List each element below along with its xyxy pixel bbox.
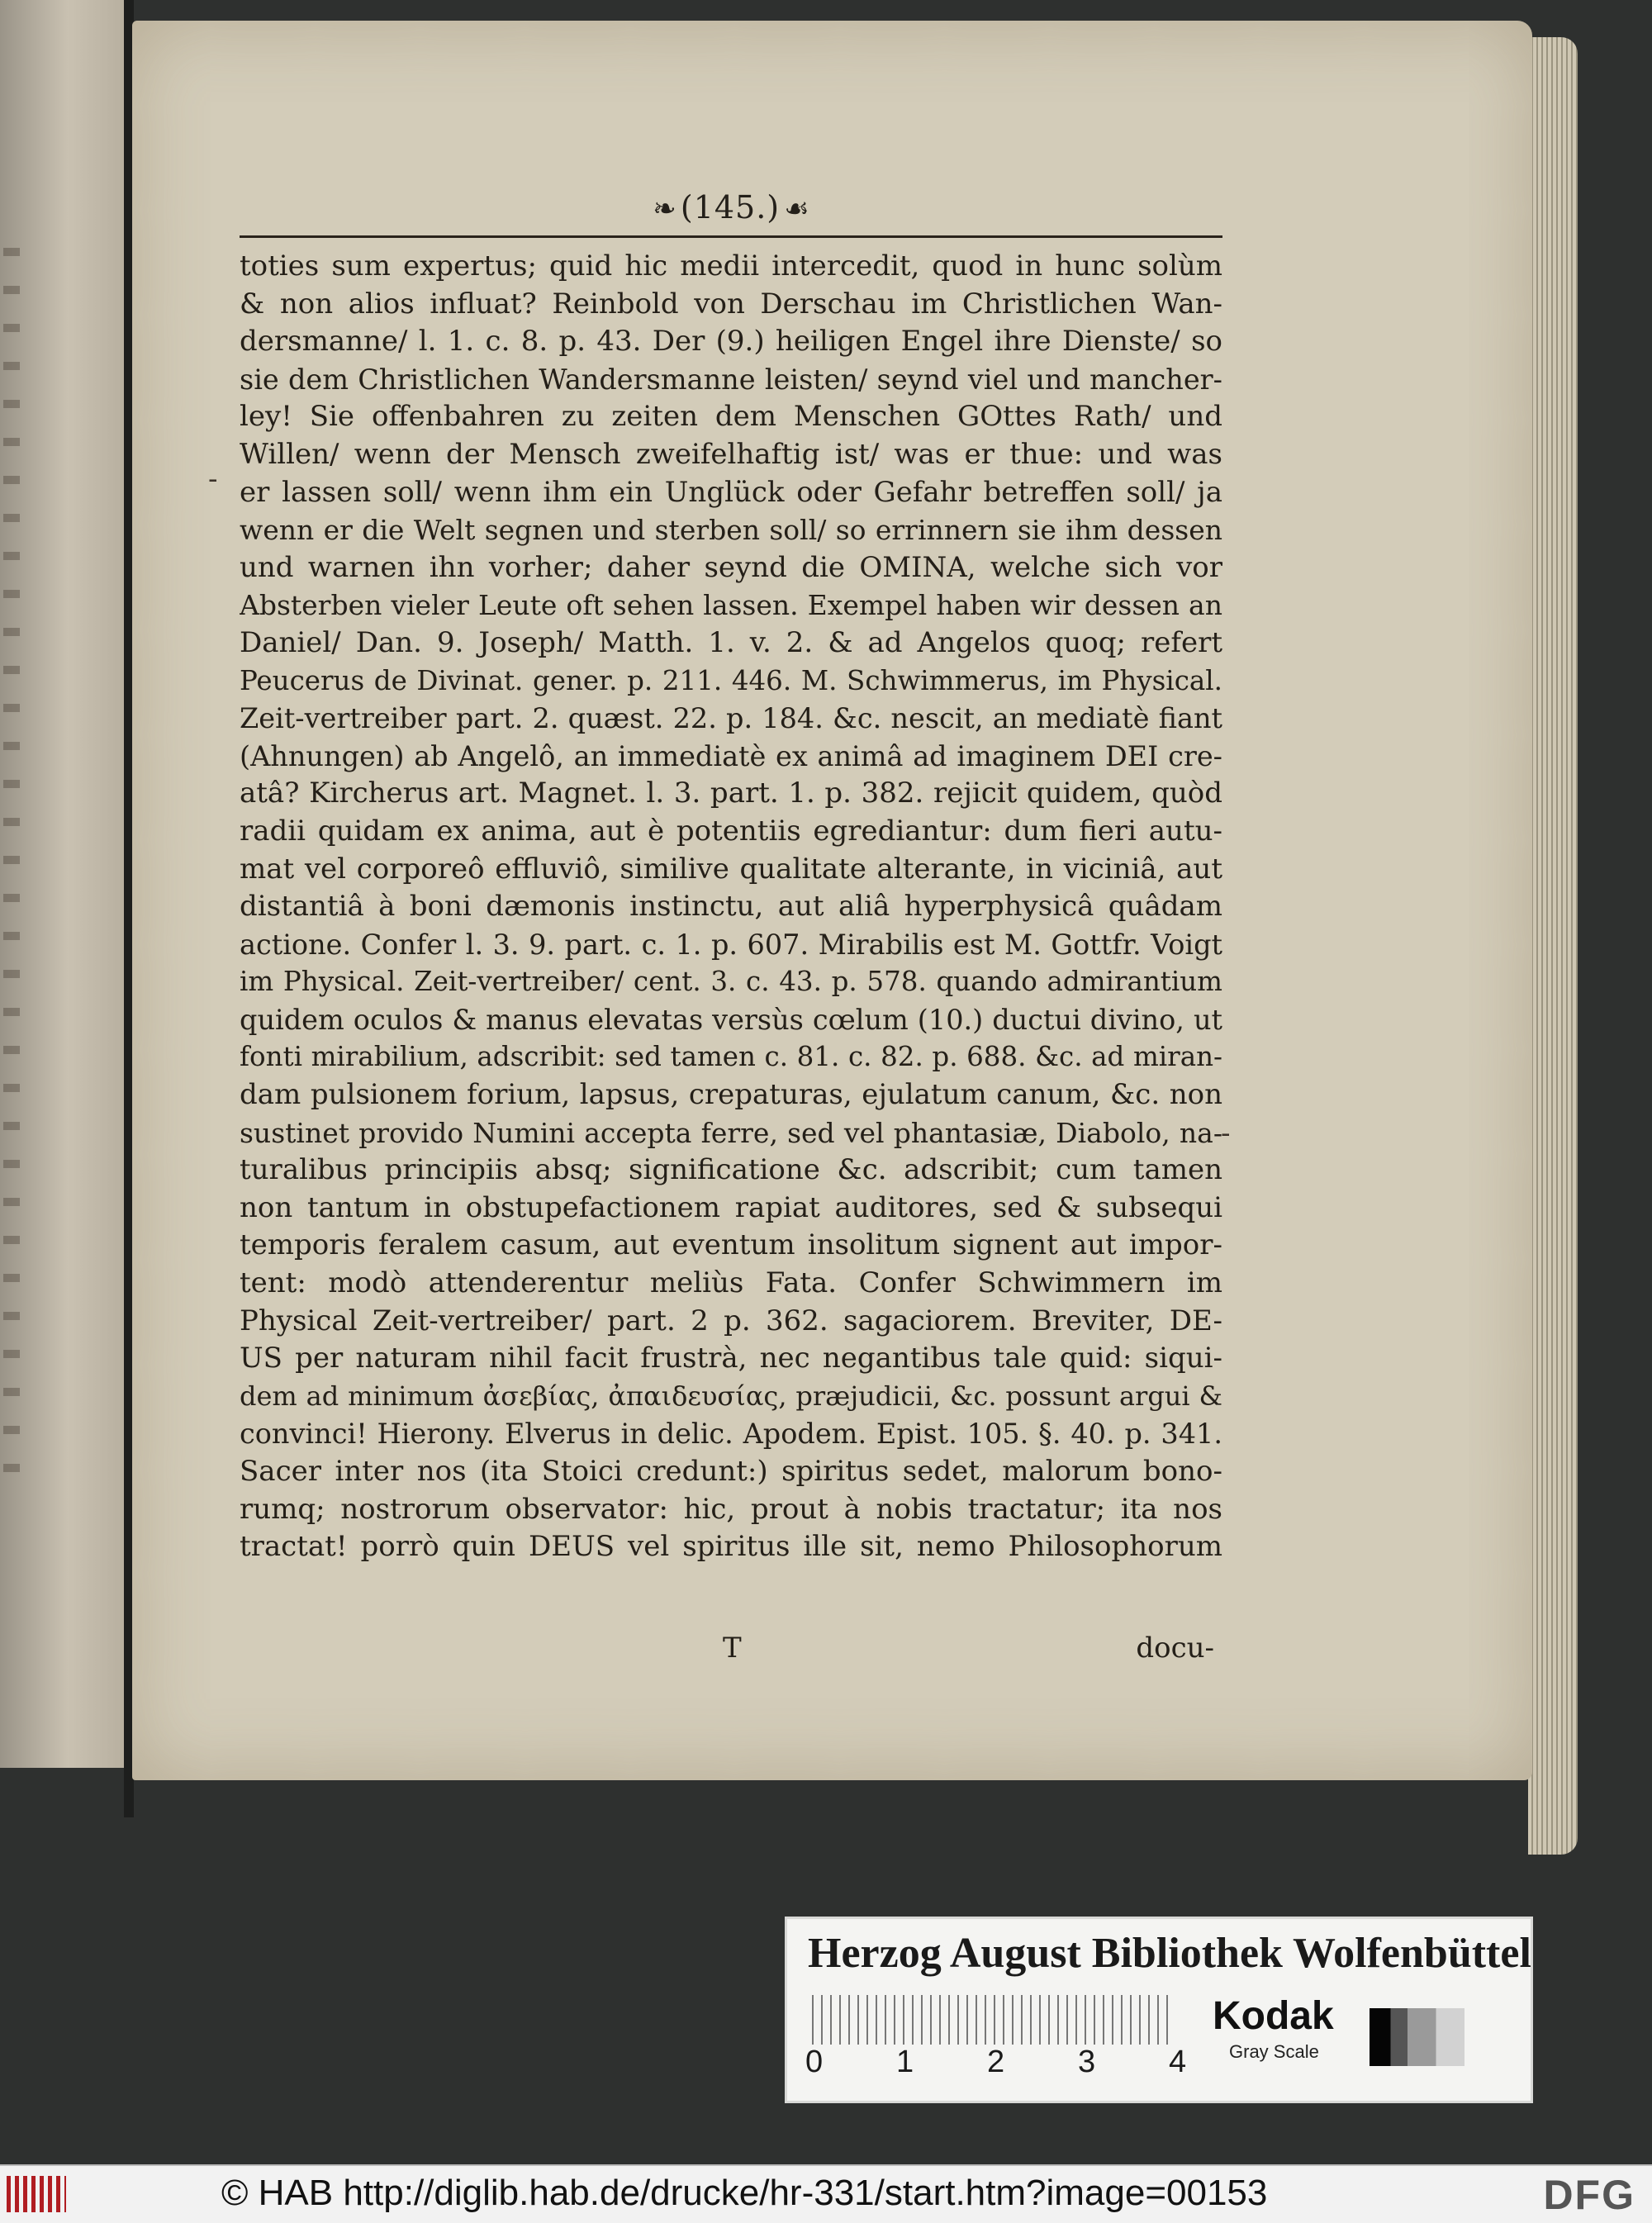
text-line: toties sum expertus; quid hic medii intercedit, quod in hunc solùm <box>240 249 1222 283</box>
text-line: dersmanne/ l. 1. c. 8. p. 43. Der (9.) heiligen Engel ihre Dienste/ so <box>240 325 1222 359</box>
ruler-number: 4 <box>1169 2045 1187 2079</box>
page-number: (145.) <box>680 189 781 226</box>
text-line: Absterben vieler Leute oft sehen lassen. Exempel haben wir dessen an <box>240 589 1222 622</box>
text-line: atâ? Kircherus art. Magnet. l. 3. part. 1. p. 382. rejicit quidem, quòd <box>240 777 1222 810</box>
text-line: wenn er die Welt segnen und sterben soll/ so errinnern sie ihm dessen <box>240 514 1222 547</box>
text-line: er lassen soll/ wenn ihm ein Unglück oder Gefahr betreffen soll/ ja <box>240 475 1222 509</box>
text-line: rumq; nostrorum observator: hic, prout à nobis tractatur; ita nos <box>240 1492 1222 1526</box>
margin-mark-right: - <box>1221 1117 1231 1150</box>
bleed-through-text <box>3 248 20 1487</box>
kodak-logo: Kodak <box>1213 1994 1334 2038</box>
ruler-number: 0 <box>805 2045 824 2079</box>
text-line: Willen/ wenn der Mensch zweifelhaftig ist/ was er thue: und was <box>240 437 1222 471</box>
gray-scale-label: Gray Scale <box>1229 2041 1319 2062</box>
text-line: quidem oculos & manus elevatas versùs cœlum (10.) ductui divino, ut <box>240 1003 1222 1036</box>
text-line: Physical Zeit-vertreiber/ part. 2 p. 362. sagaciorem. Breviter, DE- <box>240 1304 1222 1337</box>
previous-page-edge <box>0 0 126 1768</box>
text-line: dem ad minimum ἀσεβίας, ἀπαιδευσίας, præjudicii, &c. possunt argui & <box>240 1380 1222 1412</box>
ruler-numbers <box>805 2045 1235 2086</box>
ruler-number: 3 <box>1078 2045 1096 2079</box>
text-line: turalibus principiis absq; significatione &c. adscribit; cum tamen <box>240 1153 1222 1187</box>
text-line: mat vel corporeô effluviô, similive qualitate alterante, in viciniâ, aut <box>240 852 1222 886</box>
page-header <box>240 186 1222 238</box>
page-stack-edges <box>1528 37 1578 1855</box>
text-line: convinci! Hierony. Elverus in delic. Apodem. Epist. 105. §. 40. p. 341. <box>240 1418 1222 1451</box>
dfg-logo: DFG <box>1543 2172 1635 2218</box>
ornament-left-icon: ❧ <box>653 192 676 226</box>
text-line: ley! Sie offenbahren zu zeiten dem Menschen GOttes Rath/ und <box>240 400 1222 434</box>
text-line: Daniel/ Dan. 9. Joseph/ Matth. 1. v. 2. & ad Angelos quoq; refert <box>240 625 1222 659</box>
text-line: Peucerus de Divinat. gener. p. 211. 446. M. Schwimmerus, im Physical. <box>240 664 1222 696</box>
footer-bar <box>0 2164 1652 2223</box>
ruler-scale <box>812 1995 1175 2045</box>
text-line: (Ahnungen) ab Angelô, an immediatè ex animâ ad imaginem DEI cre- <box>240 739 1222 772</box>
text-line: temporis feralem casum, aut eventum insolitum signent aut impor- <box>240 1228 1222 1262</box>
text-line: sie dem Christlichen Wandersmanne leisten/ seynd viel und mancher- <box>240 363 1222 396</box>
text-line: im Physical. Zeit-vertreiber/ cent. 3. c. 43. p. 578. quando admirantium <box>240 966 1222 998</box>
text-line: tent: modò attenderentur meliùs Fata. Confer Schwimmern im <box>240 1266 1222 1300</box>
margin-mark-left: - <box>208 463 218 496</box>
color-target-card <box>785 1917 1533 2103</box>
text-line: Zeit-vertreiber part. 2. quæst. 22. p. 184. &c. nescit, an mediatè fiant <box>240 702 1222 735</box>
text-line: dam pulsionem forium, lapsus, crepaturas, ejulatum canum, &c. non <box>240 1078 1222 1112</box>
catchword: docu- <box>1136 1632 1214 1665</box>
signature-mark: T <box>723 1632 742 1665</box>
ornament-right-icon: ☙ <box>784 192 809 226</box>
library-name: Herzog August Bibliothek Wolfenbüttel <box>808 1930 1531 1977</box>
text-line: & non alios influat? Reinbold von Derschau im Christlichen Wan- <box>240 287 1222 321</box>
page-foot <box>240 1632 1222 1670</box>
ruler-number: 2 <box>987 2045 1005 2079</box>
footer-url[interactable]: © HAB http://diglib.hab.de/drucke/hr-331/start.htm?image=00153 <box>221 2173 1268 2213</box>
ruler-number: 1 <box>896 2045 914 2079</box>
text-line: sustinet provido Numini accepta ferre, sed vel phantasiæ, Diabolo, na- <box>240 1116 1222 1149</box>
text-line: und warnen ihn vorher; daher seynd die OMINA, welche sich vor <box>240 550 1222 584</box>
text-line: Sacer inter nos (ita Stoici credunt:) spiritus sedet, malorum bono- <box>240 1455 1222 1488</box>
text-line: distantiâ à boni dæmonis instinctu, aut aliâ hyperphysicâ quâdam <box>240 890 1222 924</box>
text-line: actione. Confer l. 3. 9. part. c. 1. p. 607. Mirabilis est M. Gottfr. Voigt <box>240 928 1222 961</box>
gray-swatches <box>1370 2008 1464 2066</box>
text-line: radii quidam ex anima, aut è potentiis egrediantur: dum fieri autu- <box>240 814 1222 848</box>
text-line: US per naturam nihil facit frustrà, nec negantibus tale quid: siqui- <box>240 1342 1222 1375</box>
hab-barcode-logo-icon <box>7 2176 66 2212</box>
text-line: tractat! porrò quin DEUS vel spiritus ille sit, nemo Philosophorum <box>240 1530 1222 1564</box>
body-text <box>240 248 1222 1566</box>
text-line: non tantum in obstupefactionem rapiat auditores, sed & subsequi <box>240 1190 1222 1224</box>
text-line: fonti mirabilium, adscribit: sed tamen c. 81. c. 82. p. 688. &c. ad miran- <box>240 1041 1222 1073</box>
